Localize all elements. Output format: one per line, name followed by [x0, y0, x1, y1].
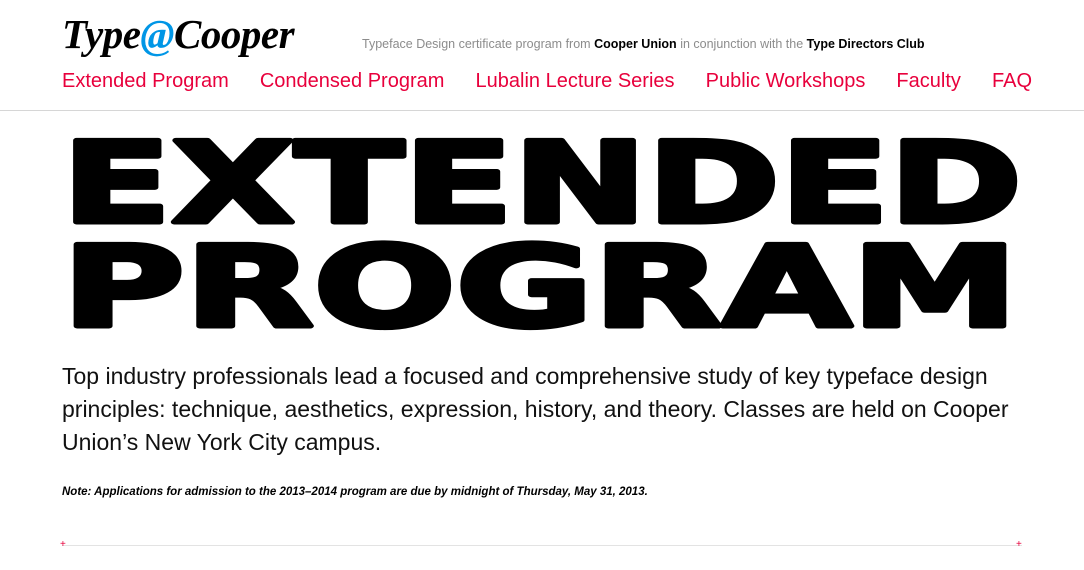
nav-item: [706, 68, 866, 94]
program-intro: Top industry professionals lead a focused and comprehensive study of key typeface design principles: technique, aesthetics, expression, history, and theory. Classes are held on Cooper Union’s New York City campus.: [62, 363, 1009, 455]
tagline-type-directors-club: Type Directors Club: [806, 37, 925, 51]
logo-text-type: Type: [62, 11, 141, 57]
nav-link-extended-program[interactable]: Extended Program: [62, 70, 229, 92]
logo-text-cooper: Cooper: [174, 11, 295, 57]
logo-at-sign: @: [140, 11, 175, 57]
hero-title-graphic: [0, 126, 1084, 336]
site-tagline: [362, 36, 925, 52]
nav-link-condensed-program[interactable]: Condensed Program: [259, 70, 445, 92]
site-logo-link[interactable]: [62, 10, 294, 58]
nav-link-lubalin-lecture-series[interactable]: Lubalin Lecture Series: [475, 70, 675, 92]
nav-item: [896, 68, 960, 94]
nav-link-faculty[interactable]: Faculty: [896, 70, 961, 92]
tagline-cooper-union: Cooper Union: [594, 37, 677, 51]
main-nav-list: [62, 68, 1032, 94]
nav-item: [476, 68, 675, 94]
tagline-intro: Typeface Design certificate program from: [362, 37, 591, 51]
hero-title: [0, 126, 1084, 336]
tagline-middle: in conjunction with the: [680, 37, 804, 51]
nav-item: [992, 68, 1032, 94]
hero-title-line-1: EXTENDED: [62, 126, 1022, 249]
site-header: [0, 0, 1084, 111]
hero-title-line-2: PROGRAM: [62, 223, 1018, 336]
nav-item: [260, 68, 445, 94]
section-divider: [62, 545, 1022, 546]
admission-deadline-note: Note: Applications for admission to the 2013–2014 program are due by midnight of Thursday, May 31, 2013.: [62, 486, 648, 498]
divider-mark-left: +: [60, 539, 66, 550]
nav-link-public-workshops[interactable]: Public Workshops: [705, 70, 866, 92]
divider-mark-right: +: [1016, 539, 1022, 550]
nav-item: [62, 68, 229, 94]
nav-link-faq[interactable]: FAQ: [991, 70, 1032, 92]
